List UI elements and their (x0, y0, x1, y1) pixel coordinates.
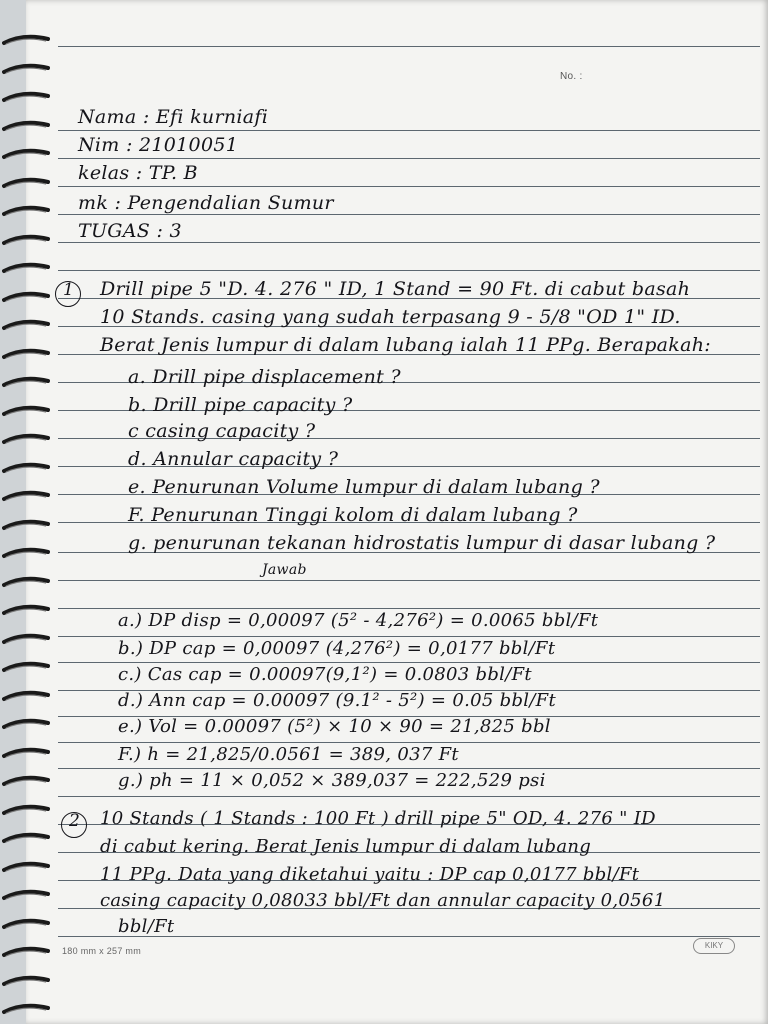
spiral-ring (2, 346, 52, 359)
ruled-line (58, 186, 760, 187)
problem-2-line-2: di cabut kering. Berat Jenis lumpur di dalam lubang (100, 836, 592, 857)
spiral-ring (2, 232, 52, 245)
spiral-ring (2, 887, 52, 900)
ruled-line (58, 214, 760, 215)
spiral-ring (2, 61, 52, 74)
spiral-ring (2, 973, 52, 986)
question-b: b. Drill pipe capacity ? (128, 394, 353, 416)
ruled-line (58, 130, 760, 131)
spiral-ring (2, 289, 52, 302)
problem-2-line-5: bbl/Ft (118, 916, 175, 937)
spiral-ring (2, 802, 52, 815)
ruled-line (58, 158, 760, 159)
problem-1-line-2: 10 Stands. casing yang sudah terpasang 9 - 5/8 "OD 1" ID. (100, 306, 681, 328)
answer-g: g.) ph = 11 × 0,052 × 389,037 = 222,529 psi (118, 770, 546, 791)
answer-c: c.) Cas cap = 0.00097(9,1²) = 0.0803 bbl/Ft (118, 664, 532, 685)
assignment-line: TUGAS : 3 (78, 220, 182, 242)
problem-1-line-1: Drill pipe 5 "D. 4. 276 " ID, 1 Stand = 90 Ft. di cabut basah (100, 278, 691, 300)
ruled-line (58, 636, 760, 637)
spiral-ring (2, 460, 52, 473)
answer-heading: Jawab (262, 562, 307, 578)
spiral-ring (2, 32, 52, 45)
spiral-ring (2, 859, 52, 872)
ruled-line (58, 742, 760, 743)
spiral-ring (2, 89, 52, 102)
problem-2-line-1: 10 Stands ( 1 Stands : 100 Ft ) drill pipe 5" OD, 4. 276 " ID (100, 808, 656, 829)
name-line: Nama : Efi kurniafi (78, 106, 269, 128)
spiral-ring (2, 574, 52, 587)
spiral-ring (2, 488, 52, 501)
spiral-ring (2, 203, 52, 216)
ruled-line (58, 46, 760, 47)
question-f: F. Penurunan Tinggi kolom di dalam lubang ? (128, 504, 578, 526)
spiral-ring (2, 916, 52, 929)
problem-1-line-3: Berat Jenis lumpur di dalam lubang ialah 11 PPg. Berapakah: (100, 334, 711, 356)
course-line: mk : Pengendalian Sumur (78, 192, 334, 214)
question-g: g. penurunan tekanan hidrostatis lumpur di dasar lubang ? (128, 532, 716, 554)
ruled-line (58, 270, 760, 271)
spiral-ring (2, 716, 52, 729)
spiral-ring (2, 659, 52, 672)
question-a: a. Drill pipe displacement ? (128, 366, 401, 388)
spiral-ring (2, 175, 52, 188)
spiral-ring (2, 517, 52, 530)
page-number-label: No. : (560, 71, 583, 82)
question-c: c casing capacity ? (128, 420, 316, 442)
problem-2-line-3: 11 PPg. Data yang diketahui yaitu : DP cap 0,0177 bbl/Ft (100, 864, 640, 885)
spiral-binding (0, 0, 60, 1024)
spiral-ring (2, 403, 52, 416)
answer-a: a.) DP disp = 0,00097 (5² - 4,276²) = 0.0065 bbl/Ft (118, 610, 599, 631)
ruled-line (58, 242, 760, 243)
kelas-line: kelas : TP. B (78, 162, 198, 184)
ruled-line (58, 662, 760, 663)
spiral-ring (2, 830, 52, 843)
spiral-ring (2, 374, 52, 387)
problem-1-number: 1 (63, 280, 75, 300)
question-d: d. Annular capacity ? (128, 448, 339, 470)
paper-format-label: 180 mm x 257 mm (62, 946, 142, 956)
problem-2-line-4: casing capacity 0,08033 bbl/Ft dan annular capacity 0,0561 (100, 890, 666, 911)
ruled-line (58, 608, 760, 609)
spiral-ring (2, 745, 52, 758)
spiral-ring (2, 688, 52, 701)
spiral-ring (2, 773, 52, 786)
answer-f: F.) h = 21,825/0.0561 = 389, 037 Ft (118, 744, 459, 765)
spiral-ring (2, 602, 52, 615)
spiral-ring (2, 944, 52, 957)
spiral-ring (2, 431, 52, 444)
answer-b: b.) DP cap = 0,00097 (4,276²) = 0,0177 bbl/Ft (118, 638, 556, 659)
brand-logo: KIKY (693, 938, 735, 954)
answer-e: e.) Vol = 0.00097 (5²) × 10 × 90 = 21,825 bbl (118, 716, 551, 737)
ruled-line (58, 796, 760, 797)
ruled-line (58, 768, 760, 769)
spiral-ring (2, 317, 52, 330)
spiral-ring (2, 631, 52, 644)
answer-d: d.) Ann cap = 0.00097 (9.1² - 5²) = 0.05 bbl/Ft (118, 690, 557, 711)
question-e: e. Penurunan Volume lumpur di dalam lubang ? (128, 476, 600, 498)
spiral-ring (2, 118, 52, 131)
ruled-line (58, 580, 760, 581)
spiral-ring (2, 545, 52, 558)
spiral-ring (2, 146, 52, 159)
spiral-ring (2, 260, 52, 273)
spiral-ring (2, 1001, 52, 1014)
nim-line: Nim : 21010051 (78, 134, 239, 156)
problem-2-number: 2 (69, 811, 81, 831)
